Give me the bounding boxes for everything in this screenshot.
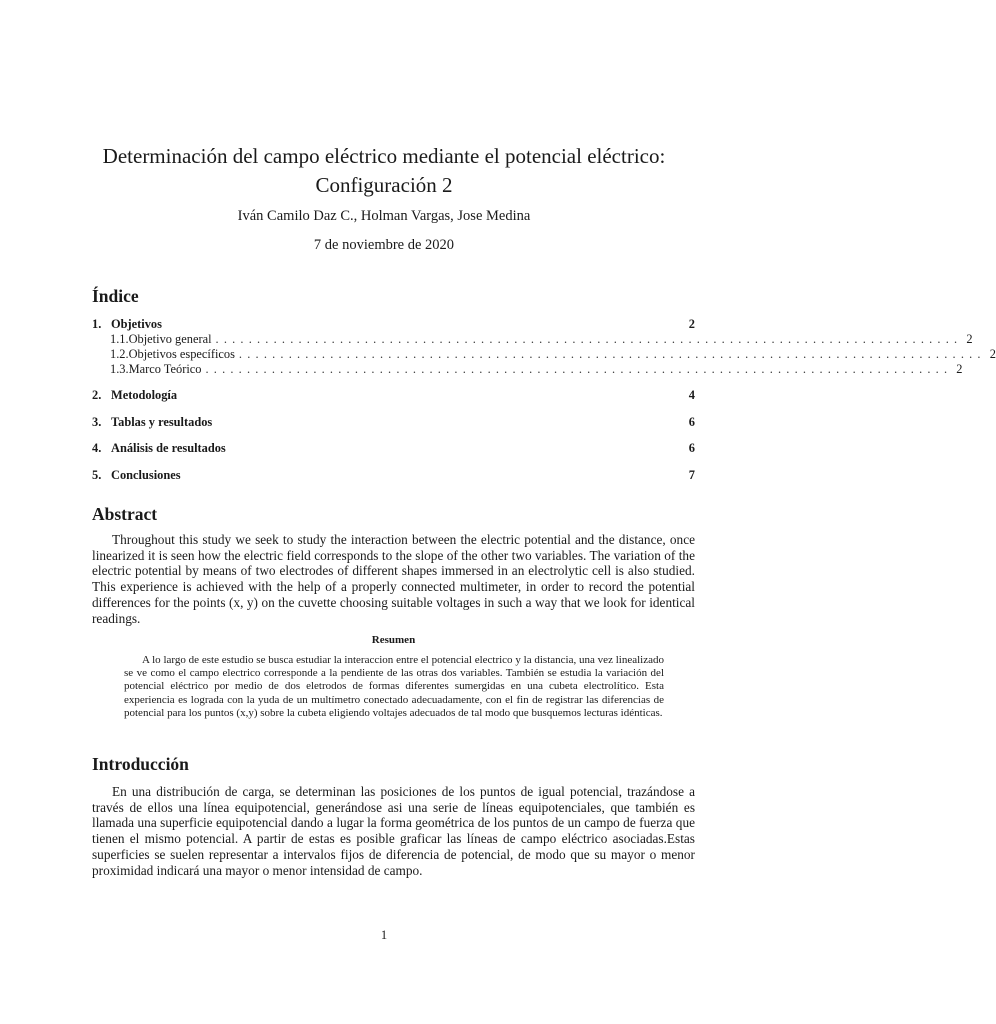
toc-leader-dots: .......................................................................................... — [238, 347, 986, 361]
toc-entry-number: 1. — [92, 317, 102, 331]
toc-entry-label: Objetivo general — [128, 332, 212, 346]
toc-entry-label: Objetivos — [111, 317, 162, 331]
toc-entry-objetivos[interactable] — [92, 317, 695, 332]
toc-entry-conclusiones[interactable] — [92, 468, 695, 483]
page-number: 1 — [380, 928, 388, 942]
document-date: 7 de noviembre de 2020 — [313, 237, 455, 253]
toc-entry-marco-teorico[interactable] — [92, 362, 963, 377]
document-authors: Iván Camilo Daz C., Holman Vargas, Jose Medina — [237, 208, 531, 224]
toc-entry-page: 2 — [688, 317, 695, 331]
toc-entry-page: 7 — [688, 468, 695, 482]
toc-entry-page: 2 — [989, 347, 996, 361]
toc-leader-dots: .......................................................................................... — [205, 362, 953, 376]
toc-entry-number: 1.1. — [110, 332, 129, 346]
toc-entry-objetivo-general[interactable] — [92, 332, 973, 347]
toc-entry-number: 4. — [92, 441, 102, 455]
toc-entry-page: 2 — [966, 332, 973, 346]
toc-entry-label: Tablas y resultados — [111, 415, 213, 429]
toc-entry-tablas-y-resultados[interactable] — [92, 415, 695, 430]
toc-entry-number: 5. — [92, 468, 102, 482]
resumen-heading: Resumen — [371, 634, 416, 646]
document-title: Determinación del campo eléctrico mediante el potencial eléctrico: Configuración 2 — [102, 144, 666, 197]
toc-entry-objetivos-especificos[interactable] — [92, 347, 996, 362]
toc-entry-number: 2. — [92, 388, 102, 402]
abstract-heading: Abstract — [92, 504, 158, 524]
toc-entry-page: 2 — [956, 362, 963, 376]
toc-entry-label: Análisis de resultados — [111, 441, 226, 455]
toc-entry-metodologia[interactable] — [92, 388, 695, 403]
toc-leader-dots: .......................................................................................... — [215, 332, 963, 346]
resumen-text: A lo largo de este estudio se busca estudiar la interaccion entre el potencial electrico y la distancia, una vez linealizado se ve como el campo electrico corresponde a la pendiente de las otras dos variables. También se estudia la variación del potencial eléctrico por medio de dos eletrodos de formas diferentes sumergidas en una cubeta electrolítico. Esta experiencia es lograda con la yuda de un multímetro conectado adecuadamente, con el fin de registrar las diferencias de potencial para los puntos (x,y) sobre la cubeta eligiendo voltajes adecuados de tal modo que busquemos lecturas idénticas. — [124, 654, 664, 719]
toc-entry-number: 1.3. — [110, 362, 129, 376]
introduccion-text: En una distribución de carga, se determinan las posiciones de los puntos de igual potencial, trazándose a través de ellos una línea equipotencial, generándose asi una serie de líneas equipotenciales, que también es llamada una superficie equipotencial dando a lugar la forma geométrica de los puntos de un campo de fuerza que tienen el mismo potencial. A partir de estas es posible graficar las líneas de campo eléctrico asociadas.Estas superficies se suelen representar a intervalos fijos de diferencia de potencial, de modo que su mayor o menor proximidad indicará una mayor o menor intensidad de campo. — [92, 784, 695, 878]
toc-entry-number: 3. — [92, 415, 102, 429]
toc-entry-number: 1.2. — [110, 347, 129, 361]
toc-entry-page: 4 — [688, 388, 695, 402]
introduccion-heading: Introducción — [92, 754, 189, 774]
toc-entry-label: Marco Teórico — [128, 362, 202, 376]
toc-entry-page: 6 — [688, 441, 695, 455]
toc-entry-label: Conclusiones — [111, 468, 181, 482]
abstract-text: Throughout this study we seek to study the interaction between the electric potential and the distance, once linearized it is seen how the electric field corresponds to the slope of the other two variables. The variation of the electric potential by means of two electrodes of different shapes immersed in an electrolytic cell is also studied. This experience is achieved with the help of a properly connected multimeter, in order to record the potential differences for the points (x, y) on the cuvette choosing suitable voltages in such a way that we look for identical readings. — [92, 532, 695, 626]
toc-entry-label: Objetivos específicos — [128, 347, 235, 361]
toc-entry-analisis-de-resultados[interactable] — [92, 441, 695, 456]
toc-heading: Índice — [92, 286, 139, 306]
toc-entry-page: 6 — [688, 415, 695, 429]
toc-entry-label: Metodología — [111, 388, 178, 402]
